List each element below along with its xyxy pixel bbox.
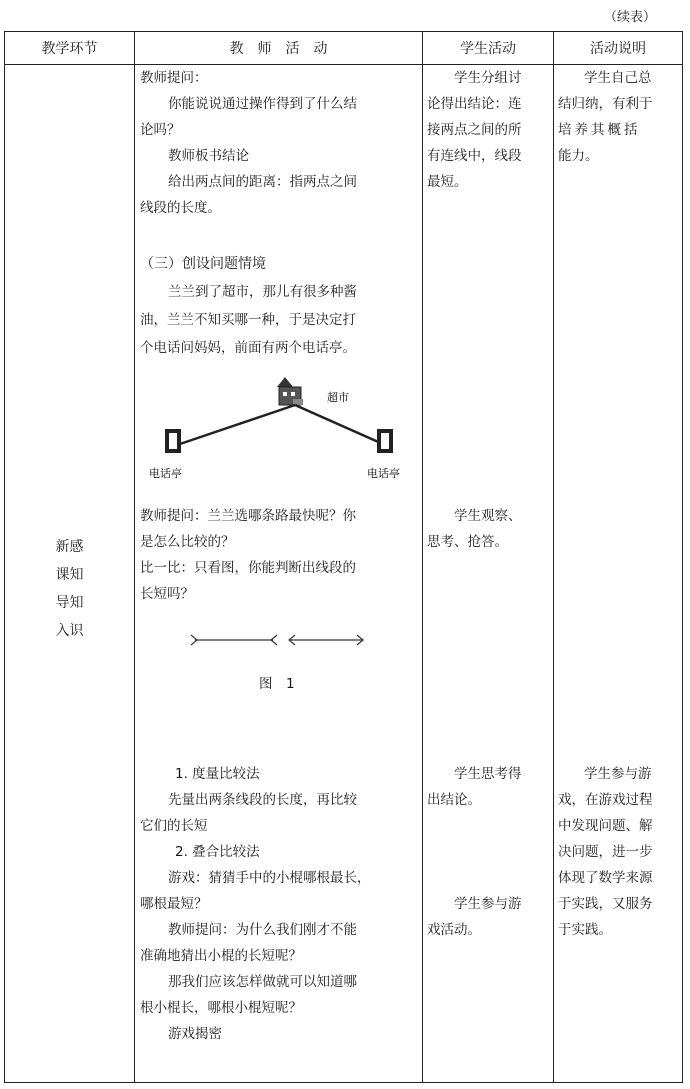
supermarket-label: 超市 [327,391,349,404]
text-line: 那我们应该怎样做就可以知道哪 [168,974,357,990]
text-line: 能力。 [558,148,599,164]
text-line: 培养其概括 [558,122,641,138]
figure-caption: 图 1 [259,676,295,692]
header-teacher-activity: 教 师 活 动 [135,32,423,65]
header-student-activity: 学生活动 [423,32,554,65]
supermarket-icon [277,377,303,405]
text-line: 出结论。 [427,792,481,808]
text-line: 论吗？ [140,122,181,138]
phone-booth-left-icon [165,429,181,453]
text-line: 兰兰到了超市，那儿有很多种酱 [168,284,357,300]
stage-line: 新感 [55,539,84,555]
text-line: 学生分组讨 [454,70,522,86]
path-to-right-phone [295,405,385,445]
continuation-label: （续表） [603,10,656,25]
text-line: 体现了数学来源 [558,870,653,886]
text-line: 学生自己总 [584,70,652,86]
text-line: 最短。 [427,174,468,190]
route-map-figure [135,365,423,495]
text-line: 2. 叠合比较法 [175,844,260,860]
table-row [5,65,683,1083]
text-line: 学生思考得 [454,766,522,782]
text-line: 戏活动。 [427,922,481,938]
text-line: 教师板书结论 [168,148,249,164]
text-line: 准确地猜出小棍的长短呢？ [140,948,302,964]
text-line: 教师提问： [140,70,208,86]
text-line: 先量出两条线段的长度，再比较 [168,792,357,808]
illusion-figure [135,625,423,655]
stage-line: 课知 [55,567,84,583]
section-title: （三）创设问题情境 [140,256,266,272]
text-line: 中发现问题、解 [558,818,653,834]
text-line: 长短吗？ [140,586,194,602]
header-stage: 教学环节 [5,32,135,65]
text-line: 游戏揭密 [168,1026,222,1042]
student-activity-cell [423,65,554,1083]
text-line: 是怎么比较的？ [140,534,235,550]
path-to-left-phone [177,405,295,445]
text-line: 接两点之间的所 [427,122,522,138]
header-activity-explanation: 活动说明 [554,32,683,65]
text-line: 游戏：猜猜手中的小棍哪根最长， [168,870,371,886]
phone-booth-right-label: 电话亭 [367,467,400,480]
text-line: 论得出结论：连 [427,96,522,112]
text-line: 于实践，又服务 [558,896,653,912]
text-line: 它们的长短 [140,818,208,834]
phone-booth-right-icon [377,429,393,453]
explanation-cell [554,65,683,1083]
text-line: 戏，在游戏过程 [558,792,653,808]
phone-booth-left-label: 电话亭 [149,467,182,480]
stage-line: 入识 [55,623,84,639]
text-line: 学生观察、 [454,508,522,524]
text-line: 哪根最短？ [140,896,208,912]
text-line: 有连线中，线段 [427,148,522,164]
text-line: 学生参与游 [454,896,522,912]
text-line: 比一比：只看图，你能判断出线段的 [140,560,356,576]
text-line: 1. 度量比较法 [175,766,260,782]
text-line: 学生参与游 [584,766,652,782]
text-line: 给出两点间的距离：指两点之间 [168,174,357,190]
stage-line: 导知 [55,595,84,611]
lesson-plan-table [4,31,683,1083]
text-line: 教师提问：为什么我们刚才不能 [168,922,357,938]
text-line: 线段的长度。 [140,200,221,216]
text-line: 油，兰兰不知买哪一种，于是决定打 [140,312,356,328]
text-line: 你能说说通过操作得到了什么结 [168,96,357,112]
text-line: 教师提问：兰兰选哪条路最快呢？你 [140,508,356,524]
teacher-activity-cell [135,65,423,1083]
text-line: 结归纳，有利于 [558,96,653,112]
stage-cell [5,65,135,1083]
text-line: 个电话问妈妈，前面有两个电话亭。 [140,340,356,356]
table-header-row [5,32,683,65]
text-line: 决问题，进一步 [558,844,653,860]
text-line: 思考、抢答。 [427,534,508,550]
text-line: 根小棍长，哪根小棍短呢？ [140,1000,302,1016]
text-line: 于实践。 [558,922,612,938]
